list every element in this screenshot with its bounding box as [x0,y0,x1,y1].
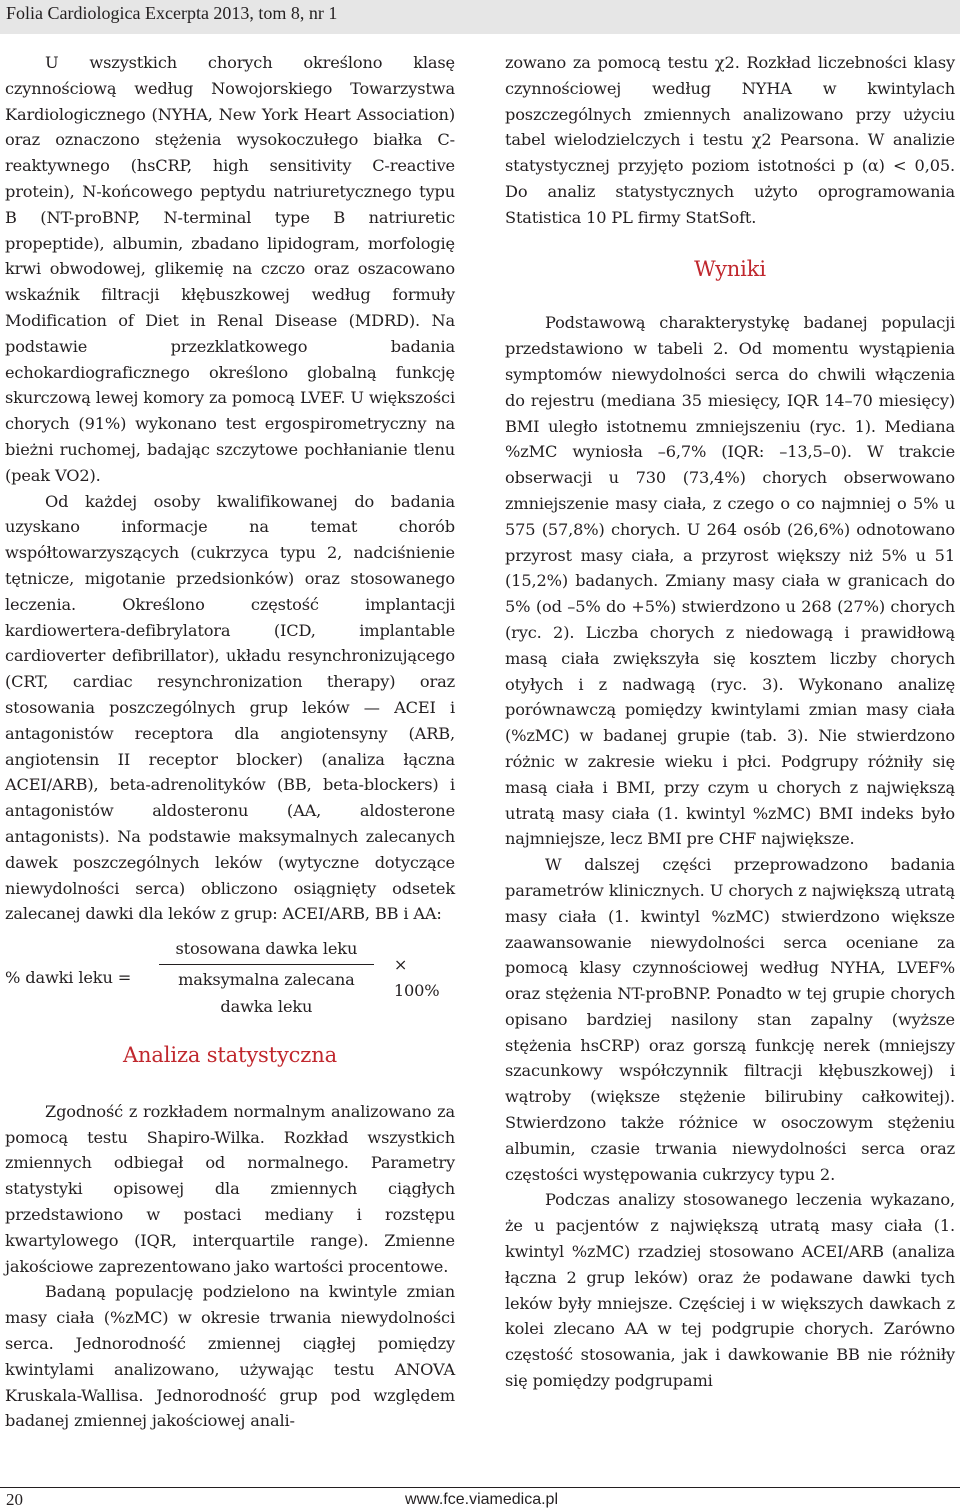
paragraph-statistics-continued: zowano za pomocą testu χ2. Rozkład liczebności klasy czynnościowej według NYHA w kwintylach poszczególnych zmiennych analizowano przy użyciu tabel wielodzielczych i testu χ2 Pearsona. W analizie statystycznej przyjęto poziom istotności p (α) < 0,05. Do analiz statystycznych użyto oprogramowania Statistica 10 PL firmy StatSoft. [505,53,955,227]
section-heading-statistics: Analiza statystyczna [123,1043,337,1068]
paragraph-methods-2: Od każdej osoby kwalifikowanej do badania uzyskano informacje na temat chorób współtowarzyszących (cukrzyca typu 2, nadciśnienie tętnicze, migotanie przedsionków) oraz stosowanego leczenia. Określono częstość implantacji kardiowertera-defibrylatora (ICD, implantable cardioverter defibrillator), układu resynchronizującego (CRT, cardiac resynchronization therapy) oraz stosowania poszczególnych grup leków — ACEI i antagonistów receptora dla angiotensyny (ARB, angiotensin II receptor blocker) (analiza łączna ACEI/ARB), beta-adrenolityków (BB, beta-blockers) i antagonistów aldosteronu (AA, aldosterone antagonists). Na podstawie maksymalnych zalecanych dawek poszczególnych leków (wytyczne dotyczące niewydolności serca) obliczono osiągnięty odsetek zalecanej dawki dla leków z grup: ACEI/ARB, BB i AA: [5,491,455,924]
footer-rule [0,1487,960,1488]
page-number: 20 [6,1490,23,1509]
paragraph-statistics-2: Badaną populację podzielono na kwintyle zmian masy ciała (%zMC) w okresie trwania niewydolności serca. Jednorodność zmiennej ciągłej pomiędzy kwintylami analizowano, używając testu ANOVA Kruskala-Wallisa. Jednorodność grup pod względem badanej zmiennej jakościowej anali- [5,1282,455,1431]
right-column [505,50,955,1394]
formula-fraction [153,936,380,1020]
formula-numerator: stosowana dawka leku [159,936,374,965]
left-column [5,50,455,1434]
paragraph-results-2: W dalszej części przeprowadzono badania parametrów klinicznych. U chorych z największą utratą masy ciała (1. kwintyl %zMC) stwierdzono większe zaawansowanie niewydolności serca oceniane za pomocą klasy czynnościowej według NYHA, LVEF% oraz stężenia NT-proBNP. Ponadto w tej grupie chorych opisano bardziej nasilony stan zapalny (wyższe stężenia hsCRP) oraz gorszą funkcję nerek (mniejszy szacunkowy współczynnik filtracji kłębuszkowej) i wątroby (większe stężenie bilirubiny całkowitej). Stwierdzono także różnice w osoczowym stężeniu albumin, czasie trwania niewydolności serca oraz częstości występowania cukrzycy typu 2. [505,855,955,1184]
journal-header [0,0,960,34]
formula-denominator-line-1: maksymalna zalecana [178,969,355,989]
formula-lhs: % dawki leku = [5,968,132,988]
paragraph-methods-1: U wszystkich chorych określono klasę czynnościową według Nowojorskiego Towarzystwa Kardiologicznego (NYHA, New York Heart Association) oraz oznaczono stężenia wysokoczułego białka C-reaktywnego (hsCRP, high sensitivity C-reactive protein), N-końcowego peptydu natriuretycznego typu B (NT-proBNP, N-terminal type B natriuretic propeptide), albumin, zbadano lipidogram, morfologię krwi obwodowej, glikemię na czczo oraz oszacowano wskaźnik filtracji kłębuszkowej według formuły Modification of Diet in Renal Disease (MDRD). Na podstawie przezklatkowego badania echokardiograficznego określono globalną funkcję skurczową lewej komory za pomocą LVEF. U większości chorych (91%) wykonano test ergospirometryczny na bieżni ruchomej, badając szczytowe pochłanianie tlenu (peak VO2). [5,53,455,485]
formula-rhs: × 100% [393,955,440,1001]
formula-denominator-line-2: dawka leku [220,997,313,1017]
dose-formula [5,933,455,1023]
journal-title: Folia Cardiologica Excerpta 2013, tom 8, nr 1 [6,3,338,23]
paragraph-results-3: Podczas analizy stosowanego leczenia wykazano, że u pacjentów z największą utratą masy ciała (1. kwintyl %zMC) rzadziej stosowano ACEI/ARB (analiza łączna 2 grup leków) oraz że podawane dawki tych leków były mniejsze. Częściej i w większych dawkach z kolei zlecano AA w tej podgrupie chorych. Zarówno częstość stosowania, jak i dawkowanie BB nie różniły się pomiędzy podgrupami [505,1190,955,1391]
paragraph-results-1: Podstawową charakterystykę badanej populacji przedstawiono w tabeli 2. Od momentu wystąpienia symptomów niewydolności serca do chwili włączenia do rejestru (mediana 35 miesięcy, IQR 14–70 miesięcy) BMI uległo istotnemu zmniejszeniu (ryc. 1). Mediana %zMC wyniosła –6,7% (IQR: –13,5–0). W trakcie obserwacji u 730 (73,4%) chorych obserwowano zmniejszenie masy ciała, z czego o co najmniej o 5% u 575 (57,8%) chorych. U 264 osób (26,6%) odnotowano przyrost masy ciała, a przyrost większy niż 5% u 51 (15,2%) badanych. Zmiany masy ciała w granicach do 5% (od –5% do +5%) stwierdzono u 268 (27%) chorych (ryc. 2). Liczba chorych z niedowagą i prawidłową masą ciała zwiększyła się kosztem liczby chorych otyłych i z nadwagą (ryc. 3). Wykonano analizę porównawczą pomiędzy kwintylami zmian masy ciała (%zMC) w badanej grupie (tab. 3). Nie stwierdzono różnic w zakresie wieku i płci. Podgrupy różniły się masą ciała i BMI, przy czym u chorych z największą utratą masy ciała (1. kwintyl %zMC) BMI indeks było najmniejsze, lecz BMI pre CHF największe. [505,313,955,849]
section-heading-results: Wyniki [694,256,766,281]
journal-url: www.fce.viamedica.pl [405,1491,558,1508]
paragraph-statistics-1: Zgodność z rozkładem normalnym analizowano za pomocą testu Shapiro-Wilka. Rozkład wszystkich zmiennych odbiegał od normalnego. Parametry statystyki opisowej dla zmiennych ciągłych przedstawiono w postaci mediany i rozstępu kwartylowego (IQR, interquartile range). Zmienne jakościowe zaprezentowano jako wartości procentowe. [5,1101,455,1276]
